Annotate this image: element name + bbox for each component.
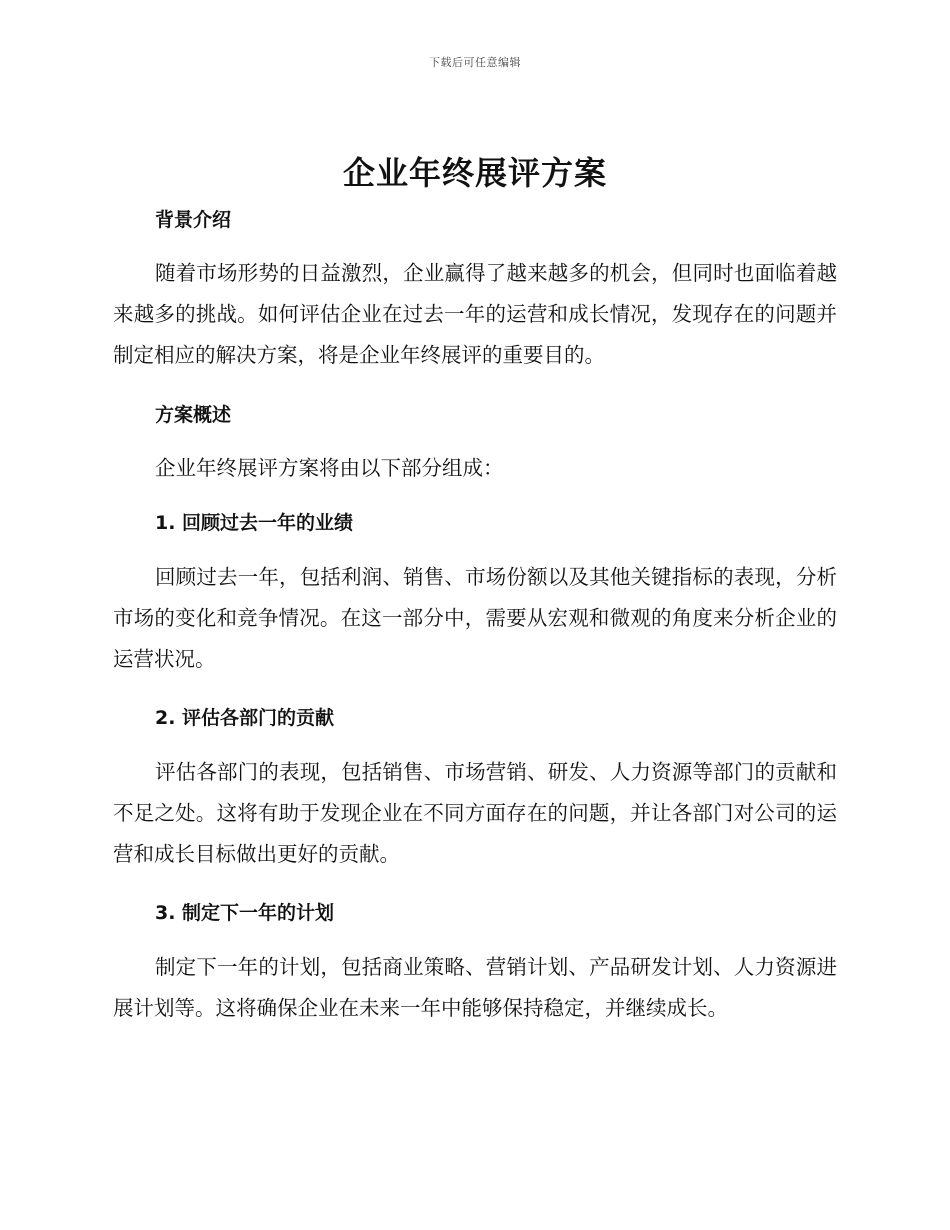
section-overview-body (113, 448, 837, 489)
section-departments-body (113, 752, 837, 875)
section-paragraph: 评估各部门的表现，包括销售、市场营销、研发、人力资源等部门的贡献和不足之处。这将有助于发现企业在不同方面存在的问题，并让各部门对公司的运营和成长目标做出更好的贡献。 (113, 760, 837, 866)
section-heading: 方案概述 (155, 404, 232, 426)
section-paragraph: 回顾过去一年，包括利润、销售、市场份额以及其他关键指标的表现，分析市场的变化和竞争情况。在这一部分中，需要从宏观和微观的角度来分析企业的运营状况。 (113, 565, 837, 671)
section-paragraph: 制定下一年的计划，包括商业策略、营销计划、产品研发计划、人力资源进展计划等。这将确保企业在未来一年中能够保持稳定，并继续成长。 (113, 955, 837, 1020)
section-paragraph: 随着市场形势的日益激烈，企业赢得了越来越多的机会，但同时也面临着越来越多的挑战。如何评估企业在过去一年的运营和成长情况，发现存在的问题并制定相应的解决方案，将是企业年终展评的重要目的。 (113, 261, 837, 367)
section-review (113, 508, 837, 538)
section-heading: 3. 制定下一年的计划 (155, 902, 335, 924)
section-heading: 2. 评估各部门的贡献 (155, 707, 335, 729)
document-title: 企业年终展评方案 (342, 154, 607, 192)
section-plan (113, 898, 837, 928)
section-plan-body (113, 947, 837, 1029)
section-heading: 1. 回顾过去一年的业绩 (155, 512, 354, 534)
section-overview (113, 400, 837, 430)
section-background (113, 205, 837, 235)
header-note: 下载后可任意编辑 (429, 56, 521, 69)
section-paragraph: 企业年终展评方案将由以下部分组成： (155, 456, 504, 480)
section-departments (113, 703, 837, 733)
section-background-body (113, 253, 837, 376)
section-heading: 背景介绍 (155, 209, 232, 231)
section-review-body (113, 557, 837, 680)
